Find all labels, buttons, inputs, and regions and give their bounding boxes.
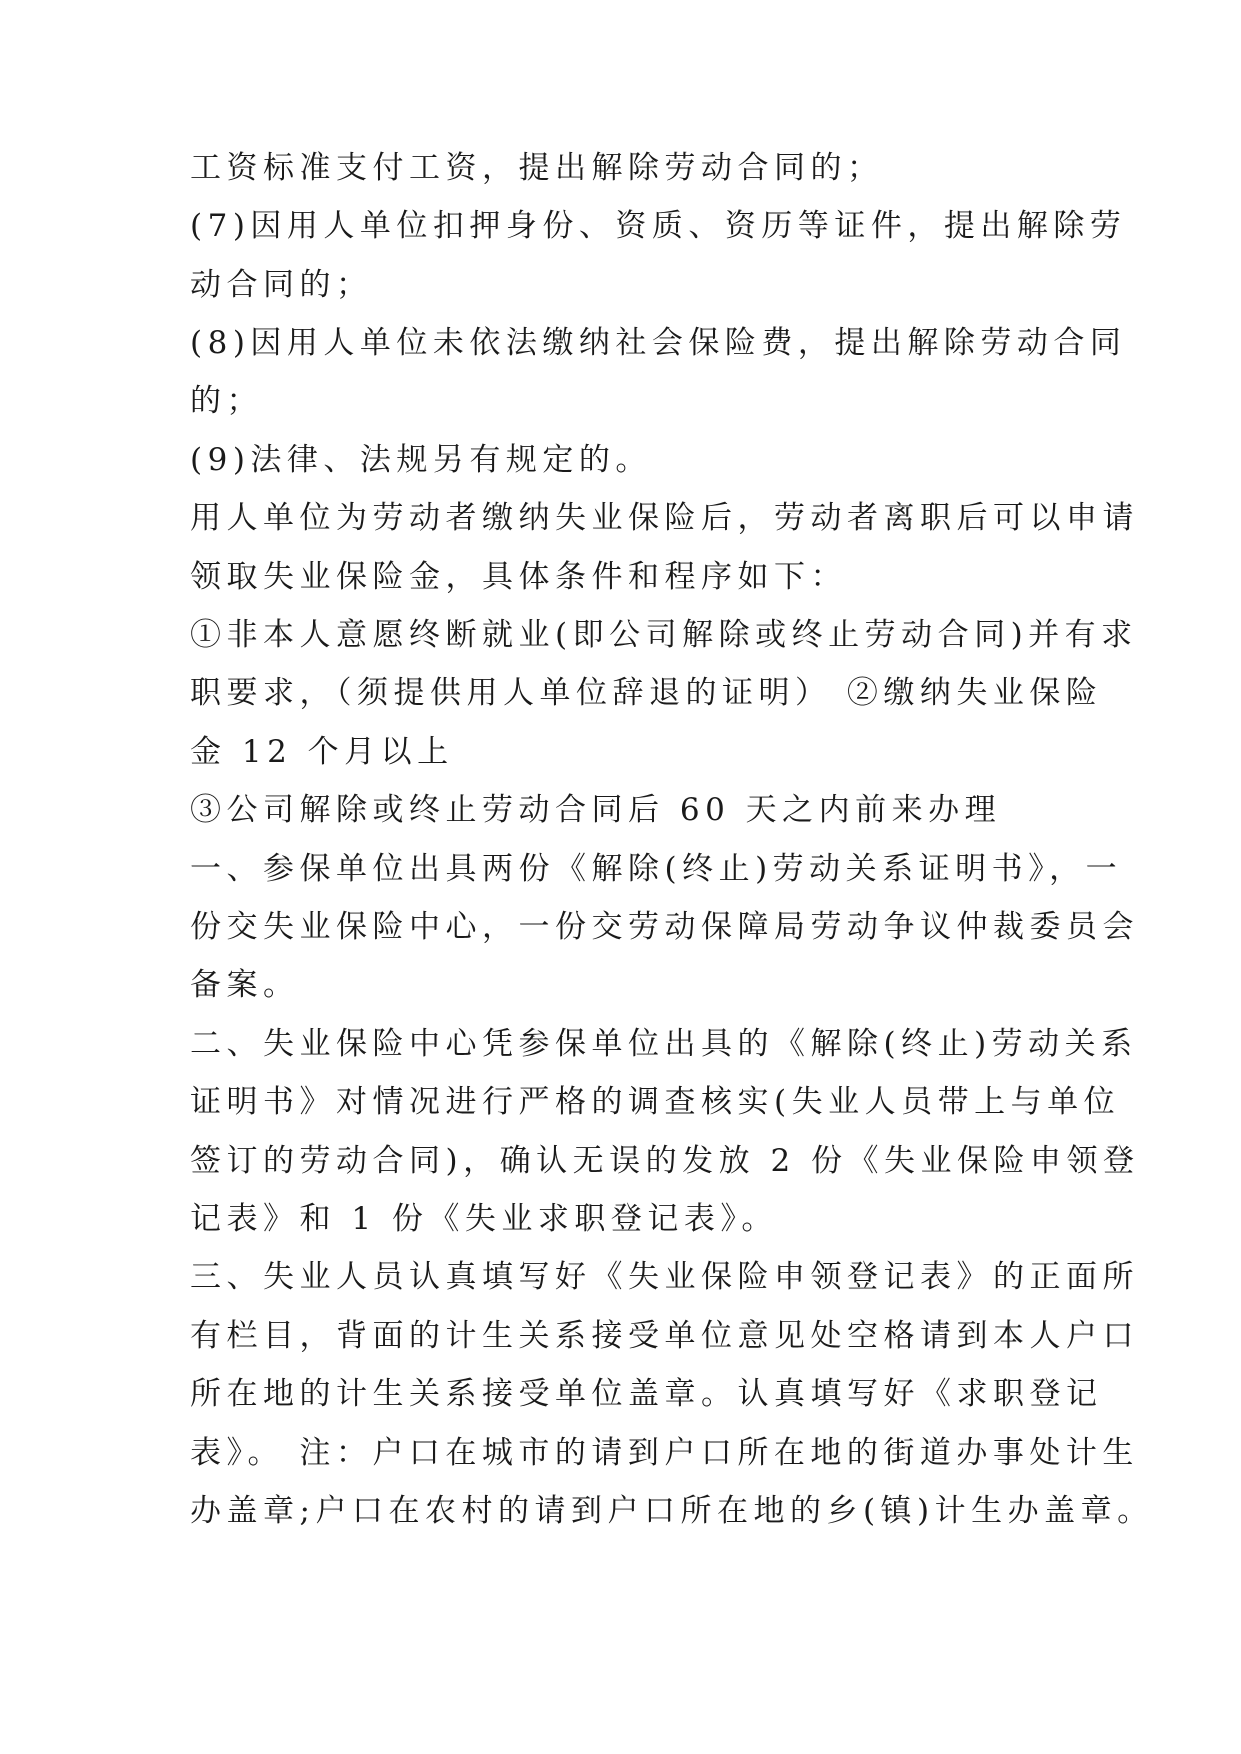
text-line: 备案。 [190,967,300,1003]
text-line: 工资标准支付工资，提出解除劳动合同的； [190,150,884,186]
text-line: 办盖章;户口在农村的请到户口所在地的乡(镇)计生办盖章。 [190,1493,1154,1529]
text-line: 二、失业保险中心凭参保单位出具的《解除(终止)劳动关系 [190,1026,1138,1062]
text-line: 记表》和 1 份《失业求职登记表》。 [190,1201,778,1237]
text-line: ①非本人意愿终断就业(即公司解除或终止劳动合同)并有求 [190,617,1138,653]
text-line: 领取失业保险金，具体条件和程序如下： [190,559,847,595]
text-line: 有栏目，背面的计生关系接受单位意见处空格请到本人户口 [190,1318,1139,1354]
text-line: 三、失业人员认真填写好《失业保险申领登记表》的正面所 [190,1259,1139,1295]
text-line: ③公司解除或终止劳动合同后 60 天之内前来办理 [190,792,1002,828]
text-line: 证明书》对情况进行严格的调查核实(失业人员带上与单位 [190,1084,1121,1120]
text-line: 职要求，（须提供用人单位辞退的证明） ②缴纳失业保险 [190,675,1103,711]
text-line: 份交失业保险中心，一份交劳动保障局劳动争议仲裁委员会 [190,909,1139,945]
text-line: 的； [190,383,263,419]
text-line: 用人单位为劳动者缴纳失业保险后，劳动者离职后可以申请 [190,500,1139,536]
text-line: 一、参保单位出具两份《解除(终止)劳动关系证明书》，一 [190,851,1123,887]
text-line: 金 12 个月以上 [190,734,454,770]
text-line: (9)法律、法规另有规定的。 [190,442,652,478]
text-line: 签订的劳动合同)，确认无误的发放 2 份《失业保险申领登 [190,1143,1140,1179]
text-line: (7)因用人单位扣押身份、资质、资历等证件，提出解除劳 [190,208,1127,244]
text-line: (8)因用人单位未依法缴纳社会保险费，提出解除劳动合同 [190,325,1127,361]
text-line: 表》。 注：户口在城市的请到户口所在地的街道办事处计生 [190,1435,1139,1471]
text-line: 所在地的计生关系接受单位盖章。认真填写好《求职登记 [190,1376,1103,1412]
text-line: 动合同的； [190,267,373,303]
